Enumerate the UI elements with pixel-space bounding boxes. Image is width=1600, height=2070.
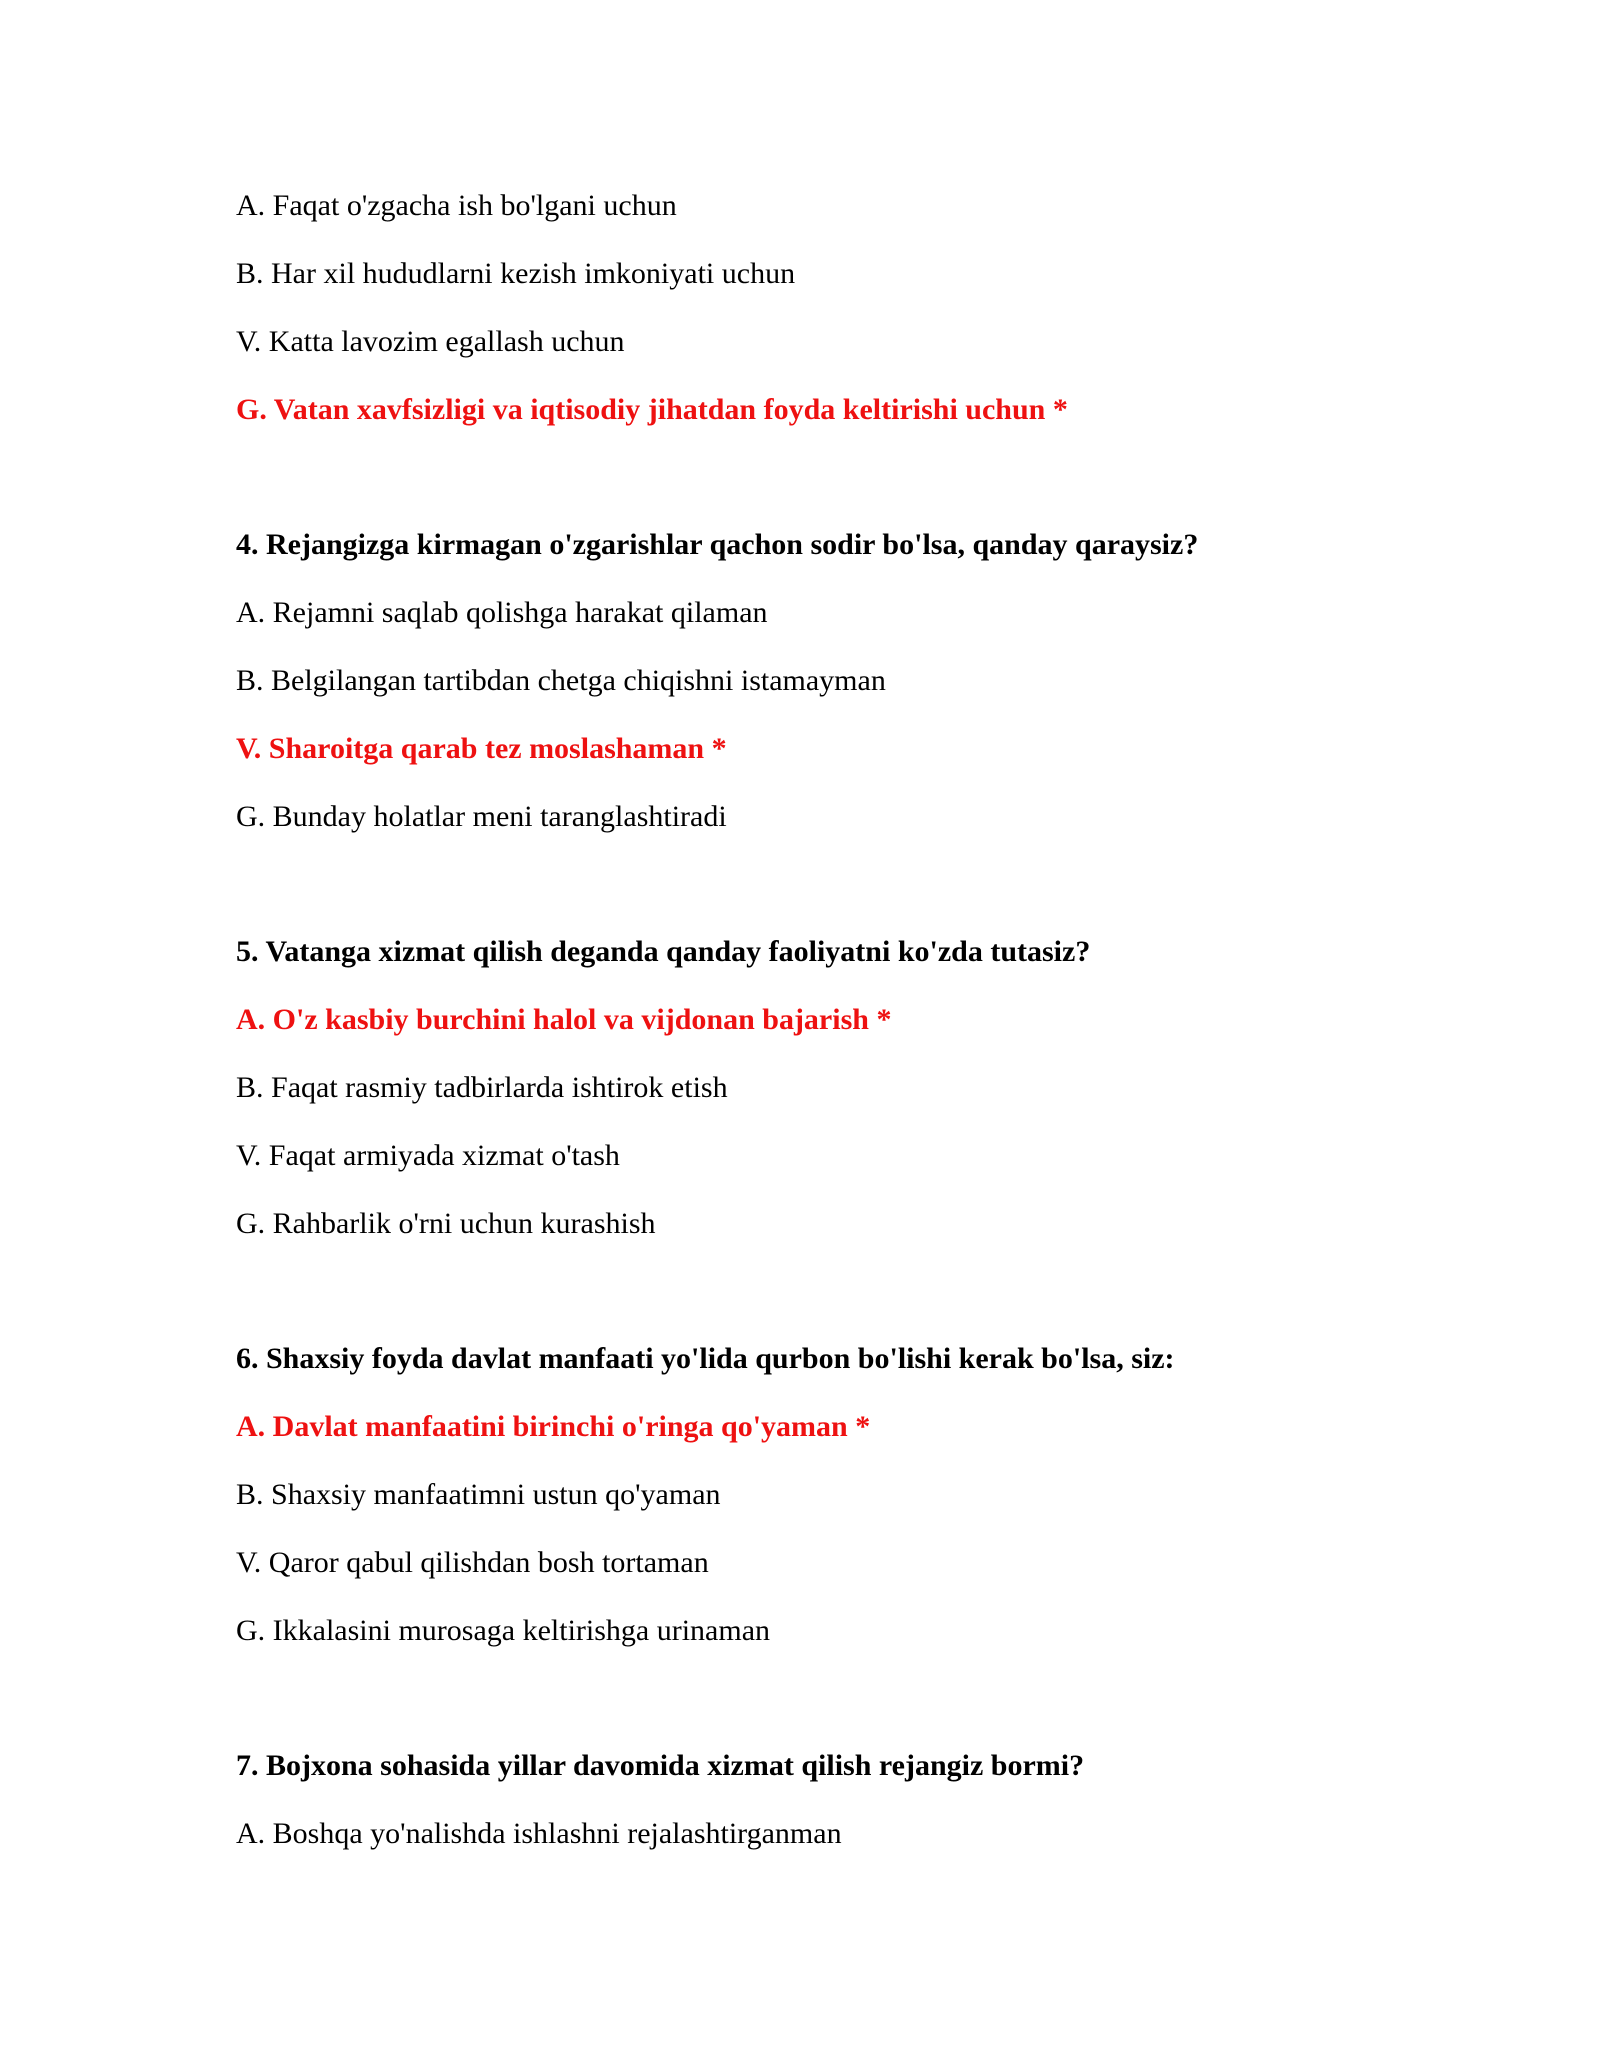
spacer — [236, 458, 1516, 525]
spacer — [236, 865, 1516, 932]
option-4-b: B. Belgilangan tartibdan chetga chiqishni istamayman — [236, 664, 886, 697]
option-5-b: B. Faqat rasmiy tadbirlarda ishtirok etish — [236, 1071, 728, 1104]
option-6-g: G. Ikkalasini murosaga keltirishga urinaman — [236, 1614, 771, 1647]
question-4-title: 4. Rejangizga kirmagan o'zgarishlar qachon sodir bo'lsa, qanday qaraysiz? — [236, 528, 1199, 561]
option-7-a: A. Boshqa yo'nalishda ishlashni rejalashtirganman — [236, 1817, 842, 1850]
question-block-4 — [236, 525, 1516, 837]
question-5-title: 5. Vatanga xizmat qilish deganda qanday faoliyatni ko'zda tutasiz? — [236, 935, 1091, 968]
spacer — [236, 1272, 1516, 1339]
question-6-title: 6. Shaxsiy foyda davlat manfaati yo'lida qurbon bo'lishi kerak bo'lsa, siz: — [236, 1342, 1175, 1375]
option-3-a: A. Faqat o'zgacha ish bo'lgani uchun — [236, 189, 677, 222]
question-block-7 — [236, 1746, 1516, 1854]
option-3-g: G. Vatan xavfsizligi va iqtisodiy jihatdan foyda keltirishi uchun * — [236, 393, 1068, 426]
option-3-b: B. Har xil hududlarni kezish imkoniyati uchun — [236, 257, 796, 290]
option-3-v: V. Katta lavozim egallash uchun — [236, 325, 625, 358]
option-5-a: A. O'z kasbiy burchini halol va vijdonan bajarish * — [236, 1003, 892, 1036]
option-6-a: A. Davlat manfaatini birinchi o'ringa qo'yaman * — [236, 1410, 871, 1443]
option-6-b: B. Shaxsiy manfaatimni ustun qo'yaman — [236, 1478, 721, 1511]
question-block-6 — [236, 1339, 1516, 1651]
document-page — [236, 186, 1516, 1882]
option-4-g: G. Bunday holatlar meni taranglashtiradi — [236, 800, 727, 833]
spacer — [236, 1679, 1516, 1746]
option-5-v: V. Faqat armiyada xizmat o'tash — [236, 1139, 620, 1172]
option-5-g: G. Rahbarlik o'rni uchun kurashish — [236, 1207, 656, 1240]
question-block-3 — [236, 186, 1516, 430]
question-7-title: 7. Bojxona sohasida yillar davomida xizmat qilish rejangiz bormi? — [236, 1749, 1085, 1782]
option-6-v: V. Qaror qabul qilishdan bosh tortaman — [236, 1546, 709, 1579]
option-4-a: A. Rejamni saqlab qolishga harakat qilaman — [236, 596, 768, 629]
question-block-5 — [236, 932, 1516, 1244]
option-4-v: V. Sharoitga qarab tez moslashaman * — [236, 732, 727, 765]
